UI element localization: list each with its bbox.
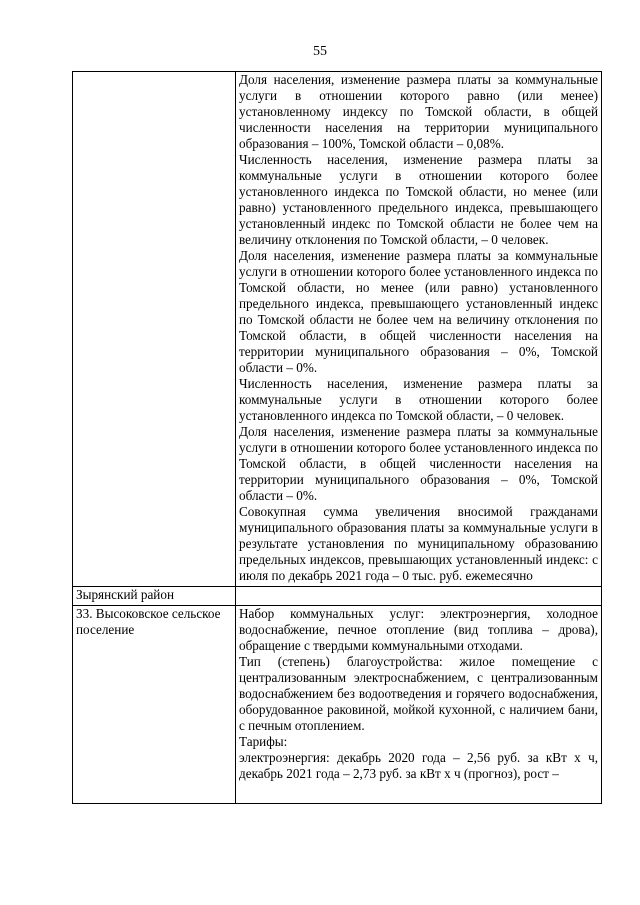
settlement-name-cell: 33. Высоковское сельское поселение — [73, 606, 236, 804]
table-row — [73, 606, 602, 804]
paragraph: Доля населения, изменение размера платы за коммунальные услуги в отношении которого более установленного индекса по Томской области, в общей численности населения на территории муниципального образования – 0%, Томской области – 0%. — [239, 424, 598, 503]
paragraph: Доля населения, изменение размера платы за коммунальные услуги в отношении которого равно (или менее) установленному индексу по Томской области, в общей численности населения на территории муниципального образования – 100%, Томской области – 0,08%. — [239, 72, 598, 151]
district-name-cell: Зырянский район — [73, 587, 236, 606]
paragraph: Тип (степень) благоустройства: жилое помещение с централизованным электроснабжением, с централизованным водоснабжением без водоотведения и горячего водоснабжения, оборудованное раковиной, мойкой кухонной, с наличием бани, с печным отоплением. — [239, 654, 598, 733]
table-row — [73, 587, 602, 606]
table-row — [73, 72, 602, 587]
indicators-table — [72, 71, 602, 804]
settlement-details-cell — [236, 606, 602, 804]
settlement-details-content — [239, 606, 598, 801]
district-empty-cell — [236, 587, 602, 606]
row-1-right-cell — [236, 72, 602, 587]
paragraph: электроэнергия: декабрь 2020 года – 2,56 руб. за кВт х ч, декабрь 2021 года – 2,73 руб. за кВт х ч (прогноз), рост – — [239, 750, 598, 781]
paragraph: Совокупная сумма увеличения вносимой гражданами муниципального образования платы за коммунальные услуги в результате установления по муниципальному образованию предельных индексов, превышающих установленный индекс: с июля по декабрь 2021 года – 0 тыс. руб. ежемесячно — [239, 504, 598, 583]
page-number: 55 — [313, 44, 327, 59]
paragraph: Тарифы: — [239, 734, 288, 749]
row-1-left-cell — [73, 72, 236, 587]
paragraph: Набор коммунальных услуг: электроэнергия, холодное водоснабжение, печное отопление (вид топлива – дрова), обращение с твердыми коммунальными отходами. — [239, 606, 598, 653]
paragraph: Доля населения, изменение размера платы за коммунальные услуги в отношении которого более установленного индекса по Томской области, но менее (или равно) установленного предельного индекса, превышающего установленный индекс по Томской области не более чем на величину отклонения по Томской области, в общей численности населения на территории муниципального образования – 0%, Томской области – 0%. — [239, 248, 598, 375]
paragraph: Численность населения, изменение размера платы за коммунальные услуги в отношении которого более установленного индекса по Томской области, но менее (или равно) установленного предельного индекса, превышающего установленный индекс по Томской области не более чем на величину отклонения по Томской области, – 0 человек. — [239, 152, 598, 247]
paragraph: Численность населения, изменение размера платы за коммунальные услуги в отношении которого более установленного индекса по Томской области, – 0 человек. — [239, 376, 598, 423]
